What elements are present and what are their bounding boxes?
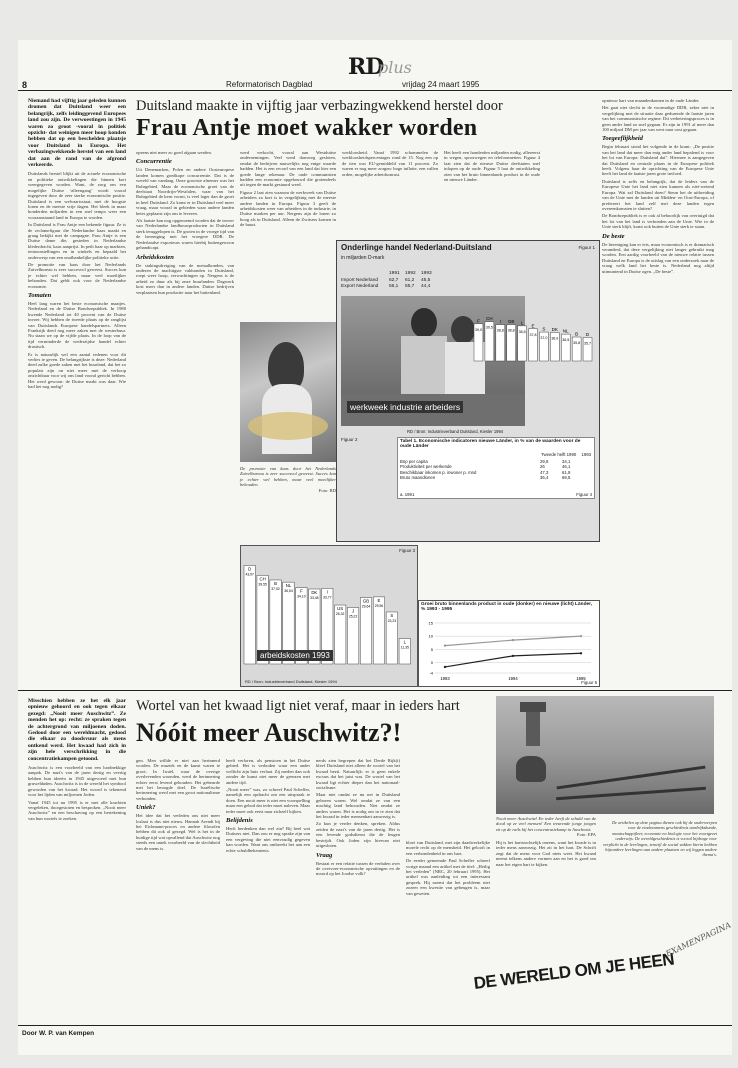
rd-logo bbox=[348, 56, 418, 80]
a2c4-p4: Bestaat er een relatie tussen de verhalen over de overvoer-economische opvattingen en de moord op het Joodse volk? bbox=[316, 860, 400, 877]
workweek-value-L: 38,5 bbox=[518, 329, 526, 334]
bottom-rule bbox=[18, 1025, 732, 1026]
a1c3-p2: Figuur 2 laat zien waarom de werkweek van Duitse arbeiders zo kort is in vergelijking met de meeste andere landen in Europa. Figuur 3 geeft de arbeidskosten weer van arbeiders in de industrie, in Duitse marken per uur. Nergens zijn de lonen zo hoog als in Duitsland. Alleen de Zwitsers komen in de buurt. bbox=[240, 189, 336, 228]
frau-antje-photo bbox=[240, 322, 336, 462]
a2c4-p2: Maar niet omdat ze nu net in Duitsland geboren waren. Wel omdat ze van een machtig land behoorden. Niet omdat ze anders waren. Het is nodig om in te zien dat het kwaad in ieder mensenhart aanwezig is. bbox=[316, 792, 400, 820]
trade-export-1993: 44,4 bbox=[421, 284, 431, 289]
a2c2-p1: gen. Men willde er niet aan herinnerd worden. De muziek en de kunst waren te groot. In Israël, waar de overige overlevenden woonden, werd de herinnering echter eerst levend gehouden. Het gebeurde met het beoogde doel. De Israëlische herinnering werd met een groot nationalisme verbonden. bbox=[136, 758, 220, 801]
labour-label-US: US bbox=[337, 606, 344, 612]
workweek-value-B: 35,8 bbox=[573, 341, 581, 346]
workweek-value-NL: 36,5 bbox=[562, 338, 570, 343]
section-rule bbox=[18, 690, 732, 691]
paper-name: Reformatorisch Dagblad bbox=[226, 80, 313, 89]
labour-label-J: J bbox=[352, 608, 355, 614]
a1c3-p1: werd verkocht, vooral aan Westduitse ondernemingen. Veel werd domweg gesloten, omdat de bedrijven nauwelijks nog enige waarde hadden. Het is een record van een land dat hier een goede lange rekenaar. De oude communisten hadden een economie opgebouwd die grotendeels uit tegen de markt gestuurd werd. bbox=[240, 150, 336, 188]
trade-table bbox=[341, 271, 451, 290]
workweek-value-E: 37,8 bbox=[529, 332, 537, 337]
labour-label-F: F bbox=[300, 588, 303, 594]
labour-label-CH: CH bbox=[259, 576, 266, 582]
trade-row-import: Import Nederland bbox=[341, 278, 379, 283]
workweek-value-CH: 39,5 bbox=[485, 325, 493, 330]
indicators-rows bbox=[400, 459, 588, 481]
trade-year-1992: 1992 bbox=[405, 271, 416, 276]
article1-col5 bbox=[444, 150, 540, 235]
photo1-caption: De promotie van kaas door het Nederlands Zuivelbureau is zeer succesvol geweest. Succes kan je echter wel hebben, maar veel moeilijker behouden. bbox=[240, 466, 336, 488]
indicators-row-value: 36,4 bbox=[540, 475, 549, 481]
subhead-toegeeflijkheid: Toegeeflijkheid bbox=[602, 135, 643, 143]
a2c3-p3: Herft herdenken dan wel zin? Bij heel wat Duitsers niet. Dan zou er nog sprake zijn van een vergeving die niet eenvoudig gegeven kan worden. Want ons ontbreekt het aan een echte schuldbekentenis. bbox=[226, 826, 310, 853]
frau-antje-caption bbox=[240, 466, 336, 493]
page-header bbox=[18, 40, 732, 100]
article1-col1-p2: In Duitsland is Frau Antje een bekende figuur. Ze is de reclamefiguur die Nederlandse kaas maakt en graag bekijkt met de campagne. Frau Antje is een Duitse dame die, gesteden in Nederlandse klederdracht, kaas aanprijst. In peilt haar op markten, tentoonstellingen en in winkels en bepaald het onderwerp van een onafhankelijke politieke actie. bbox=[28, 222, 126, 260]
indicators-row-value: 29,8 bbox=[540, 459, 549, 464]
a1c5-p1: Het heeft een honderden miljarden nodig, allereerst in wegen, spoorwegen en telefoonnetten. Figuur 4 laat zien dat de nieuwe Duitse deelstaten snel inlopen op de oude. Figuur 5 laat de ontwikkeling zien van het bruto binnenlands product in de oude en nieuwe Länder. bbox=[444, 150, 540, 183]
labour-label-S: S bbox=[390, 612, 394, 618]
trade-chart-box bbox=[336, 240, 600, 542]
workweek-value-F: 39,0 bbox=[474, 327, 482, 332]
labour-value-NL: 36,54 bbox=[284, 589, 293, 594]
labour-label-DK: DK bbox=[311, 590, 318, 596]
article1-col2 bbox=[136, 150, 234, 575]
indicators-col-1990: Tweede helft 1990 bbox=[541, 452, 577, 457]
labour-bar-D bbox=[244, 566, 255, 664]
article1-intro-column bbox=[28, 98, 126, 678]
article2-intro: Misschien hebben ze het elk jaar opnieuw gehoord en ook tegen elkaar gezegd: „Nooit meer Auschwitz”. Ze menden het op: recht: ze spraken tegen de achtergrond van miljoenen doden. Gedood door een wereldmacht, gedood die elkaar zo doodsvuur als mens ontkend werd. Het kwaad had zich in zijn hele verschrikking in die concentratiekampen getoond. bbox=[28, 698, 126, 762]
gdp-growth-chart bbox=[421, 619, 597, 683]
promo-text: De artikelen op deze pagina dienen ook bij de onderwerpen voor de eindexamens geschiedenis aardrijkskunde, maatschappijleer, economie en biologie voor het voortgezet onderwijs. De wereldgeschiedenis is vooral bijdrage voor verplicht in de leerlingen, tenwijl de social vakken hierin hebben bijzondere leerlingen aan andere plaatsen en wij leggen andere thema's. bbox=[603, 820, 717, 858]
workweek-value-S: 37,0 bbox=[540, 336, 548, 341]
workweek-value-I: 38,8 bbox=[496, 328, 504, 333]
gdp-x-label: 1994 bbox=[508, 676, 518, 681]
trade-export-1991: 56,1 bbox=[389, 284, 399, 289]
indicators-note: a. 1991 bbox=[400, 492, 415, 497]
article2-col1 bbox=[28, 765, 126, 821]
indicators-row-label: Bnp per capita bbox=[400, 459, 428, 464]
workweek-label-F: F bbox=[477, 318, 480, 324]
gdp-tick-label: 0 bbox=[430, 659, 433, 665]
gdp-tick-label: 10 bbox=[428, 633, 433, 639]
trade-year-1991: 1991 bbox=[389, 271, 400, 276]
article1-col6 bbox=[602, 98, 714, 678]
a1c6-p5: De Bondsrepubliek is er ook al behoorlijk van overtuigd dat het lot van het land is verbonden aan de Unie. Wie in de Unie sterk blijft, komt ook buiten de Unie sterk te staan. bbox=[602, 213, 714, 230]
article1-headline: Frau Antje moet wakker worden bbox=[136, 115, 478, 141]
figuur2-label: Figuur 2 bbox=[341, 437, 358, 442]
article1-col1-p1: Duitslands herstel blijkt uit de actuele economische en politieke ontwikkelingen die binnen kort weergegeven worden. Want, de zorg om een mogelijke Duitse ‘alleengang’ wordt vooral ingegeven door de zeer sterke economische positie. Duitsland is een welvaartsstaat, met de hoogste lonen en de meeste vrije dagen. Het bleek in maar honderden miljarden in een snel tempo weer een vooraanstaand land in Europa te worden. bbox=[28, 171, 126, 220]
gdp-point bbox=[512, 655, 514, 657]
a1c6-p2: Het gaat niet slecht in de voormalige DDR, zeker niet in vergelijking met de situatie daar gedurende de laatste jaren van het communistische regime. Dit verbeteringsproces is in geen ander land zo snel gegaan. Er zijn in 1991 al meer dan 100 miljard DM per jaar van west naar oost gegaan. bbox=[602, 105, 714, 133]
trade-import-1991: 62,7 bbox=[389, 278, 399, 283]
workers-label: werkweek industrie arbeiders bbox=[347, 401, 463, 413]
labour-value-I: 33,77 bbox=[323, 595, 332, 600]
indicators-row-value: 34,1 bbox=[562, 459, 571, 464]
article1-col1 bbox=[28, 171, 126, 289]
trade-import-1992: 61,2 bbox=[405, 278, 415, 283]
indicators-row-value: 46,1 bbox=[562, 464, 571, 470]
indicators-row-label: Bruto maandlonen bbox=[400, 475, 436, 481]
trade-year-1993: 1993 bbox=[421, 271, 432, 276]
subhead-arbeidskosten: Arbeidskosten bbox=[136, 253, 174, 261]
subhead-uniek: Uniek? bbox=[136, 804, 156, 812]
labour-label-B: B bbox=[274, 580, 277, 586]
gdp-point bbox=[512, 639, 514, 641]
a1c6-p4: Duitsland is zelfs en belangrijk, dat de leiders van de Europese Unie het land niet zien kunnen als niet-wetend Europa. Wat zal Duitsland doen? Steun het de uitbreiding van de Unie met de landen uit Midden- en Oost-Europa, of prefereert het land zelf met deze landen tegen overeenkomsten te sluiten? bbox=[602, 178, 714, 211]
labour-value-CH: 39,55 bbox=[258, 582, 267, 587]
subhead-concurrentie: Concurrentie bbox=[136, 158, 172, 166]
gdp-point bbox=[580, 652, 582, 654]
promo-badge: EXAMENPAGINA bbox=[664, 920, 733, 959]
page-number: 8 bbox=[22, 80, 28, 90]
labour-cost-box bbox=[240, 545, 418, 687]
header-rule bbox=[18, 90, 732, 91]
gdp-x-label: 1995 bbox=[576, 676, 586, 681]
rd-logo-plus: plus bbox=[378, 58, 412, 77]
subhead-belijdenis: Belijdenis bbox=[226, 817, 253, 825]
labour-value-E: 29,96 bbox=[374, 603, 384, 608]
indicators-row-label: Beschikbaar inkomen p. inwoner p. mnd bbox=[400, 469, 477, 475]
byline: Door W. P. van Kempen bbox=[22, 1030, 95, 1037]
a2c5-p2: De eerder genoemde Paul Scheffer schreef vorige maand een artikel met de titel: „Heilig het verleden” (NRC, 20 februari 1995). Het artikel was aanleiding tot een interessant gesprek. Hij noemt dat het probleem niet zozeer een kwestie van geheugen is, maar van geweten. bbox=[406, 858, 490, 896]
gdp-point bbox=[444, 666, 446, 668]
article1-intro: Niemand had vijftig jaar geleden kunnen dromen dat Duitsland weer een belangrijk, zelfs leidinggevend Europees land zou zijn. De verwoestingen in 1945 waren zo groot -vooral in politiek opzicht- dat weinigen meer hoop konden hebben dat op een beschelden plaatsje voor Duitsland in Europa. Het verbazingwekkende herstel van een land dat aan de rand van de afgrond verkeerde. bbox=[28, 98, 126, 169]
workweek-label-DK: DK bbox=[551, 326, 558, 332]
a2c3-p1: heeft verloren, als pensioen in het Duitse gebied. Het is verboden waar een ander wellicht zijn huis verlaat. Zij meden dan ook zonder de kunst niet meer de grenzen met andere tijd. bbox=[226, 758, 310, 785]
article1-col4 bbox=[342, 150, 438, 235]
workweek-label-E: E bbox=[531, 323, 535, 329]
article2-headline: Nóóit meer Auschwitz?! bbox=[136, 718, 402, 747]
figuur4-label: Figuur 4 bbox=[576, 492, 592, 497]
trade-row-export: Export Nederland bbox=[341, 284, 379, 289]
a1c2-p2: Uit Denemarken, Polen en andere Oosteuropese landen komen goedkope concurrentie. Dat is de wereld van vandaag. Onze grootste afnemer was het Ruhrgebied. Maar de economische groei van de deelstaat Noordrijn-Westfalen, waar van het Ruhrgebied de kern vormt, is veel lager dan de groei in heel Duitsland. Zo komt er in Duitsland veel meer vraag, maar vooral in gebieden waar andere landen beter geplaatst zijn om te leveren. bbox=[136, 167, 234, 216]
a2c6-p1: Hij is het hartstochtelijk oneens, want het kwade is in ieder mens aanwezig. Het zit in het hart. De Schrift zegt dat de mens voor God niets weet. Het kwaad neemt telkens andere vormen aan en het is goed om naar het eigen hart te kijken. bbox=[496, 840, 596, 867]
indicators-row-value: 61,9 bbox=[562, 469, 571, 475]
subhead-tomaten: Tomaten bbox=[28, 292, 52, 299]
subhead-vraag: Vraag bbox=[316, 851, 333, 859]
gdp-growth-box bbox=[418, 600, 600, 687]
article1-col1-p3: De promotie van kaas door het Nederlands Zuivelbureau is zeer succesvol geweest. Succes kun je echter wel hebben, maar veel moeilijker behouden. Dat geldt ook voor de Nederlandse economie. bbox=[28, 261, 126, 289]
photo1-credit: Foto: RD bbox=[318, 487, 336, 493]
article2-col3 bbox=[226, 758, 310, 1020]
photo2-credit: Foto: EPA bbox=[576, 832, 596, 838]
workweek-label-GB: GB bbox=[507, 319, 515, 325]
a1c6-p6: De hereniging kan er iets, maar economisch is er dramatisch veranderd, dat deze vergelijking niet langer gebruikt mag worden. Een aardig voorbeeld van de nieuwe relatie tussen Duitsland en Europa is de uitslag van een onderzoek naar de vraag welk land het beste is. Nederland nog altijd uitmuntend in Duitse ogen. „De beste”. bbox=[602, 241, 714, 274]
gdp-point bbox=[580, 635, 582, 637]
trade-chart-title: Onderlinge handel Nederland-Duitsland bbox=[341, 243, 492, 252]
trade-export-1992: 55,7 bbox=[405, 284, 415, 289]
trade-chart-unit: in miljarden D-mark bbox=[341, 255, 385, 261]
trade-import-1993: 45,5 bbox=[421, 278, 431, 283]
labour-label-E: E bbox=[377, 597, 381, 603]
indicators-col-1993: 1993 bbox=[581, 452, 591, 457]
a1c4-p1: werkloosheid. Vanaf 1992 schommelen de werkloosheidspercentages rond de 15. Nog een op de tien was EU-gemiddeld van 11 procent. Zo waren er nog meer zorgen: hoge inflatie, een vallen orden, mogelijke arbeidsonrust. bbox=[342, 150, 438, 177]
a1c2-p3: Als laatste kan nog opgenoemd worden dat de invoer van Nederlandse landbouwproducten in Duitsland sterk teruggelopen is. De groten in de vroege tijd van de hereniging met het vroegere DDR. De Nederlandse exporteurs waren hierbij buitengewoon gehandicapt. bbox=[136, 218, 234, 251]
indicators-row-value: 26 bbox=[540, 464, 545, 470]
article1-col1-p5: Er is natuurlijk wel een aantal redenen voor dit verlies te geven. De belangrijkste is deze: Nederland deed zulke goede zaken met het buurland, dat het zo populair zijn on niet meer met de verkoop onzichtbaar voor wij ons land vooral gericht hebben. Het werd gewoon: de Duitse markt was daar. Wie had het nog nodig? bbox=[28, 351, 126, 390]
a2c1-p1: Auschwitz is een voorbeeld van een hardnekkige aanpak. De nazi's van de jaren dertig en veertig hebben hun ideeën in 1945 uitgevoerd met hun gruweldaden. Auschwitz is in de wereld het symbool geworden van het kwaad. Het woord is tekenend voor het lijden van miljoenen Joden. bbox=[28, 765, 126, 798]
issue-date: vrijdag 24 maart 1995 bbox=[402, 80, 480, 89]
workweek-value-D: 35,7 bbox=[584, 341, 592, 346]
a2c4-p1: nerds zien begrepen dat het Derde Rijk(t) bleef Duitsland niet alleen de wortel van het kwaad bezit. Natuurlijk: er is geen enkele excuus dat het juist was. De wortel van het kwaad ligt echter dieper dan het nationaal-socialisme. bbox=[316, 758, 400, 791]
workweek-value-GB: 38,8 bbox=[507, 328, 515, 333]
photo2-caption: Nooit meer Auschwitz! En ieder heeft de schuld van de dood op ze veel mensen! Een treurende jonge jongen zit op de rails bij het concentratiekamp in Auschwitz. bbox=[496, 816, 596, 832]
workweek-label-NL: NL bbox=[562, 328, 569, 334]
labour-value-GB: 29,64 bbox=[361, 604, 371, 609]
a2c4-p3: Zo kun je verder denken, spreken. Aldus zeiden de nazi's van de jaren dertig. Het is een levende godsdienst die de leugen bestrijdt. Ook Joden zijn hiervan niet uitgesloten. bbox=[316, 821, 400, 849]
figuur3-label: Figuur 3 bbox=[399, 548, 415, 553]
labour-value-S: 23,23 bbox=[387, 618, 397, 623]
labour-label-NL: NL bbox=[285, 583, 292, 589]
indicators-table bbox=[397, 437, 595, 499]
labour-cost-title: arbeidskosten 1993 bbox=[257, 650, 333, 661]
subhead-de-beste: De beste bbox=[602, 232, 625, 240]
workweek-label-CH: CH bbox=[486, 316, 493, 322]
article2-col4 bbox=[316, 758, 400, 1020]
auschwitz-photo bbox=[496, 696, 714, 814]
workweek-label-B: B bbox=[575, 331, 579, 337]
a1c2-p4: De stakingsdreiging van de metaalbonden, van onderen de machtigste vakbonden in Duitsland, roept weer hoop, verwachtingen op. Nergens is de arbeid zo duur als bij onze buurlanden. Dagwerk kost meer dan in andere landen. Duitse bedrijven verplaatsen hun productie naar het buitenland. bbox=[136, 262, 234, 295]
a1c2-p1: opeens niet meer zo goed afgaan werden. bbox=[136, 150, 212, 155]
labour-value-US: 26,32 bbox=[335, 612, 345, 617]
article2-intro-column bbox=[28, 698, 126, 1018]
article1-col1-p4: Heel lang waren het beste economische maatjes. Nederland en de Duitse Bondsrepubliek. In 1980 kwende Nederland tot 40 procent van de Duitse invoer. Wij hebben de tweede plaats op de ranglijst van Duitslands Europese handelspartners. Alleen Frankrijk deed nog meer zaken met de westerbuur. Nu staan we op de vijfde plaats. In de loop van de tijd verminderde de wederzijdse handel echter drastisch. bbox=[28, 301, 126, 350]
labour-label-L: L bbox=[403, 639, 406, 645]
labour-value-B: 37,52 bbox=[271, 586, 280, 591]
rd-logo-text: RD bbox=[348, 54, 384, 80]
indicators-row-value: 47,3 bbox=[540, 469, 549, 475]
article2-col6 bbox=[496, 840, 596, 965]
a2c2-p2: Het idee dat het verleden ons niet meer loslaat is dus niet nieuw. Hannah Arendt bij het Eichmann-proces en andere filosofen hebben dit ook al gezegd. Wel is het in de huidige tijd wat opvallend dat Auschwitz nog steeds een uniek voorbeeld van de slechtheid van de mens is. bbox=[136, 813, 220, 851]
workweek-label-I: I bbox=[499, 319, 501, 325]
trade-source: RD / Bron: Industrieverband Duitsland, Kiesler 1994 bbox=[407, 429, 504, 434]
gdp-point bbox=[444, 644, 446, 646]
labour-label-GB: GB bbox=[362, 598, 370, 604]
trade-chart-figuur: Figuur 1 bbox=[578, 245, 595, 250]
workweek-value-DK: 36,9 bbox=[551, 336, 559, 341]
labour-value-L: 11,35 bbox=[400, 645, 409, 650]
workweek-chart bbox=[473, 291, 593, 366]
auschwitz-caption bbox=[496, 816, 596, 838]
indicators-col-header bbox=[541, 452, 591, 457]
gdp-x-label: 1993 bbox=[440, 676, 450, 681]
promo-title: DE WERELD OM JE HEEN bbox=[472, 949, 676, 993]
labour-value-F: 34,10 bbox=[297, 594, 306, 599]
a1c6-p3: Begin februari stond het volgende in de krant: „De positie van het land dat meer dan enig ander land bepalend is voor het lot van Europa: Duitsland dat”. Hiermee is aangegeven dat Duitsland en centrale plaats in de Europese politiek heeft. Volgens haar de oprichting van de Europese Unie heeft het land de laatste jaren grote invloed. bbox=[602, 144, 714, 177]
labour-label-I: I bbox=[326, 589, 328, 595]
labour-label-D: D bbox=[248, 566, 252, 572]
labour-value-DK: 33,48 bbox=[310, 596, 319, 601]
a2c3-p2: „Nooit meer” was, zo schreef Paul Scheffer, namelijk een opdracht om een uitspraak te doen. Een nooit meer is niet een voorspelling maar een gebod dat ieder moet naleven. Maar ieder moet ook eerst naar zichzelf kijken. bbox=[226, 787, 310, 814]
indicators-row-label: Produktiviteit per werkende bbox=[400, 464, 452, 470]
newspaper-page bbox=[18, 40, 732, 1055]
labour-value-J: 25,22 bbox=[348, 614, 358, 619]
gdp-growth-title: Groei bruto binnenlands product in oude (donker) en nieuwe (licht) Länder, % 1993 - 1995 bbox=[421, 602, 593, 612]
workweek-label-L: L bbox=[520, 320, 524, 326]
gdp-tick-label: -4 bbox=[429, 670, 433, 676]
a2c1-p2: Vanaf 1945 tot nu 1995 is er met alle krachten vergeleken, doorgestoten en besproken. „Nooit meer Auschwitz” en een beschaving op een hertekening van hun wortels te zoeken. bbox=[28, 799, 126, 821]
a2c5-p1: bloei van Duitsland, met zijn daadwerkelijke morele recht op de mensheid. Het gelooft in een verbondenheid in ons hart. bbox=[406, 840, 490, 856]
gdp-tick-label: 15 bbox=[428, 620, 433, 626]
workweek-label-D: D bbox=[585, 331, 590, 337]
labour-value-D: 43,97 bbox=[245, 572, 254, 577]
labour-cost-source: RD / Bron: Industrieverband Duitsland, Kiesler 1994 bbox=[245, 679, 337, 684]
article2-kicker: Wortel van het kwaad ligt niet veraf, maar in ieders hart bbox=[136, 698, 460, 714]
article2-col2 bbox=[136, 758, 220, 1020]
a1c6-p1: opnieuw hart van maandenkomen in de oude Länder. bbox=[602, 98, 700, 103]
indicators-title: Tabel 1. Economische indicatoren nieuwe Länder, in % van de waarden voor de oude Länder bbox=[400, 439, 581, 449]
workweek-label-S: S bbox=[542, 326, 546, 332]
gdp-tick-label: 5 bbox=[430, 646, 433, 652]
indicators-row-value: 69,5 bbox=[562, 475, 571, 481]
article1-kicker: Duitsland maakte in vijftig jaar verbazingwekkend herstel door bbox=[136, 98, 503, 114]
indicators-row bbox=[400, 475, 588, 480]
article1-col1b bbox=[28, 301, 126, 390]
figuur5-label: Figuur 5 bbox=[581, 680, 597, 685]
